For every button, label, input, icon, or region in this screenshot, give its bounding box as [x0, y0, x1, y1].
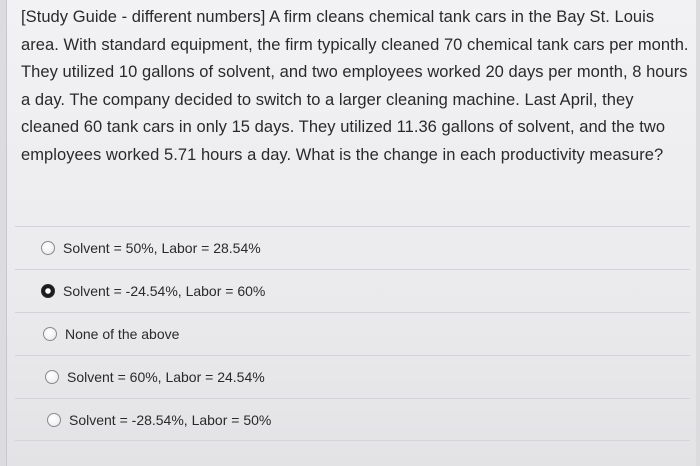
radio-unselected-icon[interactable]	[41, 241, 55, 255]
answer-option-3[interactable]	[15, 312, 690, 355]
radio-selected-icon[interactable]	[41, 284, 55, 298]
answer-label: Solvent = 60%, Labor = 24.54%	[67, 369, 265, 385]
radio-unselected-icon[interactable]	[47, 413, 61, 427]
question-text: [Study Guide - different numbers] A firm cleans chemical tank cars in the Bay St. Louis area. With standard equipment, the firm typically cleaned 70 chemical tank cars per month. They utilized 10 gallons of solvent, and two employees worked 20 days per month, 8 hours a day. The company decided to switch to a larger cleaning machine. Last April, they cleaned 60 tank cars in only 15 days. They utilized 11.36 gallons of solvent, and the two employees worked 5.71 hours a day. What is the change in each productivity measure?	[21, 8, 689, 164]
answer-list	[15, 226, 690, 441]
answer-option-2[interactable]	[15, 269, 690, 312]
answer-label: Solvent = -28.54%, Labor = 50%	[69, 411, 272, 428]
radio-unselected-icon[interactable]	[43, 327, 57, 341]
radio-unselected-icon[interactable]	[45, 370, 59, 384]
answer-label: Solvent = -24.54%, Labor = 60%	[63, 283, 266, 299]
answer-option-4[interactable]	[15, 355, 690, 398]
question-card	[6, 0, 696, 466]
answer-label: Solvent = 50%, Labor = 28.54%	[63, 240, 261, 256]
answer-option-1[interactable]	[15, 226, 690, 269]
answer-option-5[interactable]	[15, 398, 690, 441]
answer-label: None of the above	[65, 326, 180, 342]
